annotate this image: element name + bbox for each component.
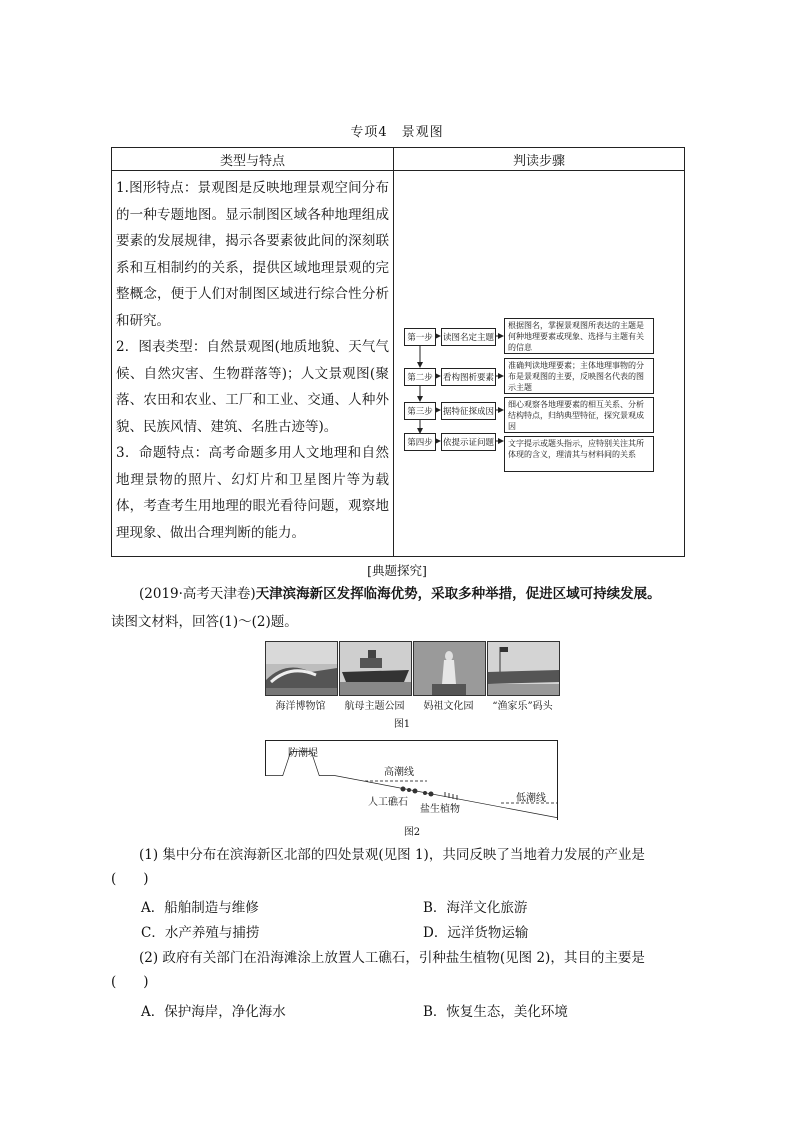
q1-option-b[interactable]: B．海洋文化旅游	[423, 900, 528, 916]
label-dike: 防潮堤	[288, 748, 318, 759]
step-2-detail: 准确判读地理要素；主体地理事物的分布是景观图的主要，反映图名代表的图示主题	[504, 358, 654, 394]
step-3-box: 第三步	[404, 402, 436, 420]
intro-instruction: 读图文材料，回答(1)～(2)题。	[111, 614, 298, 630]
photo-ocean-museum	[265, 641, 338, 696]
question-intro	[111, 580, 685, 636]
caption-mazu-park: 妈祖文化园	[423, 701, 474, 712]
label-salt-plants: 盐生植物	[420, 804, 460, 815]
header-type-features: 类型与特点	[112, 148, 394, 171]
question-2	[111, 946, 685, 994]
label-high-tide: 高潮线	[384, 767, 414, 778]
step-3-action: 据特征探成因	[441, 402, 496, 420]
question-2-answer-blank: ( )	[111, 974, 149, 990]
question-source: (2019·高考天津卷)	[139, 586, 256, 602]
intro-text: 天津滨海新区发挥临海优势，采取多种举措，促进区域可持续发展。	[255, 586, 661, 602]
q2-option-a[interactable]: A．保护海岸，净化海水	[141, 1004, 286, 1020]
reading-steps-cell	[394, 171, 685, 557]
question-1-stem: (1) 集中分布在滨海新区北部的四处景观(见图 1)，共同反映了当地着力发展的产业是	[139, 847, 645, 863]
step-2-action: 看构图析要素	[441, 368, 496, 386]
q1-option-a[interactable]: A．船舶制造与维修	[141, 900, 259, 916]
header-reading-steps: 判读步骤	[394, 148, 685, 171]
photo-fishing-pier	[487, 641, 560, 696]
page-title: 专项4 景观图	[350, 125, 444, 140]
step-4-box: 第四步	[404, 433, 436, 451]
label-artificial-reef: 人工礁石	[368, 797, 408, 808]
method-table	[111, 147, 685, 557]
photo-mazu-park	[413, 641, 486, 696]
caption-ocean-museum: 海洋博物馆	[275, 701, 326, 712]
step-4-action: 依提示证问题	[441, 433, 496, 451]
photo-carrier-park	[339, 641, 412, 696]
step-1-action: 读图名定主题	[441, 328, 496, 346]
question-1	[111, 843, 685, 891]
caption-fishing-pier: “渔家乐”码头	[492, 701, 553, 712]
type-features-cell	[112, 171, 394, 557]
feature-paragraph-1: 1.图形特点：景观图是反映地理景观空间分布的一种专题地图。显示制图区域各种地理组成要素的发展规律，揭示各要素彼此间的深刻联系和互相制约的关系，提供区域地理景观的完整概念，便于人们对制图区域进行综合性分析和研究。	[116, 180, 389, 329]
q1-option-d[interactable]: D．远洋货物运输	[423, 925, 529, 941]
step-3-detail: 细心观察各地理要素的相互关系、分析结构特点，归纳典型特征，探究景观成因	[504, 397, 654, 433]
section-heading: [典题探究]	[367, 563, 427, 578]
step-1-detail: 根据图名，掌握景观图所表达的主题是何种地理要素或现象、选择与主题有关的信息	[504, 318, 654, 354]
feature-paragraph-3: 3．命题特点：高考命题多用人文地理和自然地理景物的照片、幻灯片和卫星图片等为载体，考查考生用地理的眼光看待问题，观察地理现象、做出合理判断的能力。	[116, 445, 389, 541]
step-1-box: 第一步	[404, 328, 436, 346]
steps-flowchart	[394, 171, 684, 556]
figure-1-label: 图1	[393, 719, 411, 730]
label-low-tide: 低潮线	[516, 793, 546, 804]
step-4-detail: 文字提示或题头指示，应特别关注其所体现的含义，理清其与材料间的关系	[504, 436, 654, 472]
feature-paragraph-2: 2．图表类型：自然景观图(地质地貌、天气气候、自然灾害、生物群落等)；人文景观图(聚落、农田和农业、工厂和工业、交通、人种外貌、民族风情、建筑、名胜古迹等)。	[116, 339, 389, 435]
question-2-stem: (2) 政府有关部门在沿海滩涂上放置人工礁石，引种盐生植物(见图 2)，其目的主要是	[139, 950, 645, 966]
question-1-answer-blank: ( )	[111, 871, 149, 887]
q1-option-c[interactable]: C．水产养殖与捕捞	[141, 925, 260, 941]
step-2-box: 第二步	[404, 368, 436, 386]
caption-carrier-park: 航母主题公园	[344, 701, 405, 712]
q2-option-b[interactable]: B．恢复生态，美化环境	[423, 1004, 568, 1020]
figure-2-label: 图2	[403, 827, 421, 838]
